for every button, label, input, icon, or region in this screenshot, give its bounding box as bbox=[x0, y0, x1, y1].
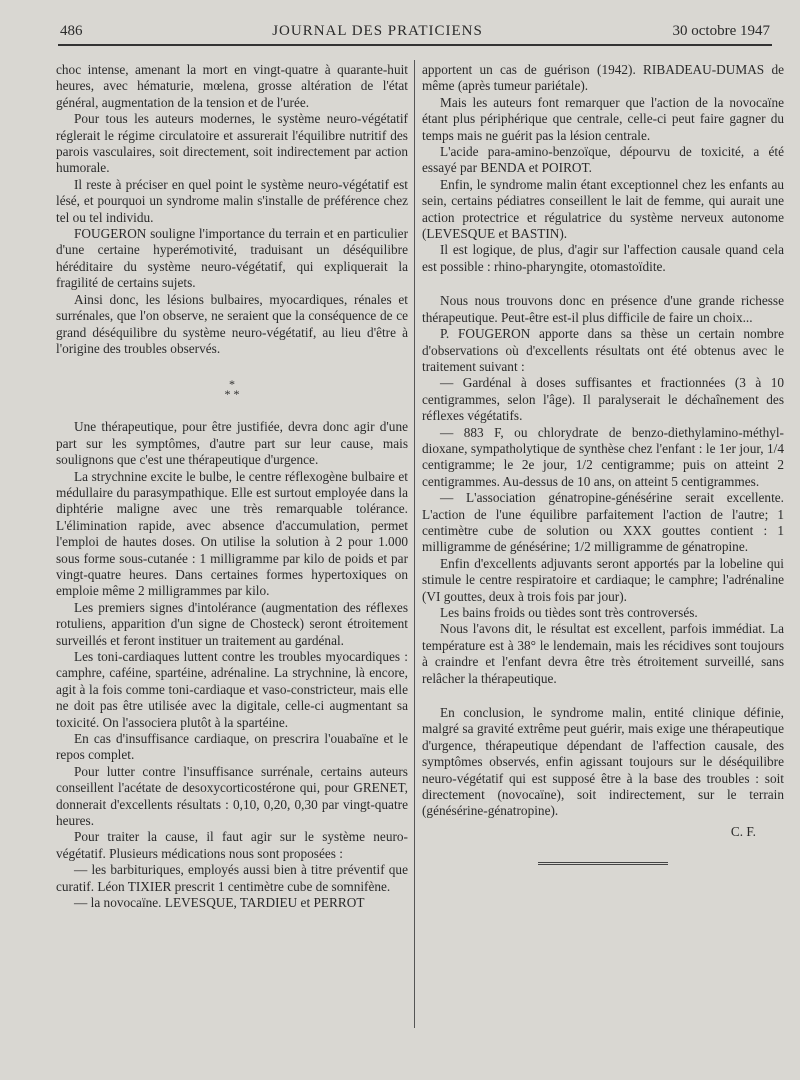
right-column bbox=[422, 62, 784, 865]
paragraph: Enfin, le syndrome malin étant exceptionnel chez les enfants au sein, certains pédiatres conseillent le lait de femme, qui aurait une action protectrice et régulatrice du système nerveux autonome (LEVESQUE et BASTIN). bbox=[422, 176, 784, 242]
paragraph: Pour traiter la cause, il faut agir sur le système neuro-végétatif. Plusieurs médications nous sont proposées : bbox=[56, 829, 408, 861]
paragraph: Il est logique, de plus, d'agir sur l'affection causale quand cela est possible : rhino-pharyngite, otomastoïdite. bbox=[422, 242, 784, 274]
issue-date: 30 octobre 1947 bbox=[672, 22, 770, 39]
paragraph: — les barbituriques, employés aussi bien à titre préventif que curatif. Léon TIXIER prescrit 1 centimètre cube de somnifène. bbox=[56, 862, 408, 894]
paragraph: — la novocaïne. LEVESQUE, TARDIEU et PERROT bbox=[74, 895, 365, 911]
paragraph: — 883 F, ou chlorydrate de benzo-diethylamino-méthyl-dioxane, sympatholytique de synthèse chez l'enfant : le 1er jour, 1/4 centigramme; le 2e jour, 1/2 centigramme; puis on atteint 2 centigrammes. Au-dessus de 10 ans, on atteint 5 centigrammes. bbox=[422, 424, 784, 489]
paragraph: En conclusion, le syndrome malin, entité clinique définie, malgré sa gravité extrême peut guérir, mais exige une thérapeutique d'urgence, thérapeutique dépendant de l'affection causale, des symptômes observés, enfin agissant toujours sur le déséquilibre neuro-végétatif qui est supposé être à la base des troubles : soit directement (novocaïne), soit indirectement, sur le terrain (génésérine-génatropine). bbox=[422, 705, 784, 819]
paragraph: Il reste à préciser en quel point le système neuro-végétatif est lésé, et pourquoi un syndrome malin s'installe de préférence chez tel ou tel individu. bbox=[56, 176, 408, 225]
end-rule bbox=[538, 862, 668, 865]
paragraph: FOUGERON souligne l'importance du terrain et en particulier d'une certaine hyperémotivité, traduisant un déséquilibre héréditaire du système neuro-végétatif, qui expliquerait la fragilité de certains sujets. bbox=[56, 226, 408, 291]
page-number: 486 bbox=[60, 22, 83, 39]
left-column bbox=[56, 62, 408, 912]
journal-title: JOURNAL DES PRATICIENS bbox=[272, 22, 483, 39]
paragraph: En cas d'insuffisance cardiaque, on prescrira l'ouabaïne et le repos complet. bbox=[56, 731, 408, 763]
page-header bbox=[60, 18, 770, 44]
paragraph: Les premiers signes d'intolérance (augmentation des réflexes rotuliens, apparition d'un signe de Chosteck) seront étroitement surveillés et feront instituer un traitement au gardénal. bbox=[56, 599, 408, 648]
author-signature: C. F. bbox=[730, 823, 756, 839]
section-separator: * * * bbox=[224, 377, 240, 402]
paragraph: — Gardénal à doses suffisantes et fractionnées (3 à 10 centigrammes, selon l'âge). Il paralyserait le déchaînement des réflexes végétatifs. bbox=[422, 375, 784, 424]
paragraph: P. FOUGERON apporte dans sa thèse un certain nombre d'observations où d'excellents résultats ont été obtenus avec le traitement suivant : bbox=[422, 326, 784, 374]
paragraph: apportent un cas de guérison (1942). RIBADEAU-DUMAS de même (après tumeur pariétale). bbox=[422, 62, 784, 94]
paragraph: L'acide para-amino-benzoïque, dépourvu de toxicité, a été essayé par BENDA et POIROT. bbox=[422, 144, 784, 176]
paragraph: Mais les auteurs font remarquer que l'action de la novocaïne étant plus périphérique que centrale, celle-ci peut faire gagner du temps mais ne guérit pas la lésion centrale. bbox=[422, 94, 784, 143]
paragraph: Enfin d'excellents adjuvants seront apportés par la lobeline qui stimule le centre respiratoire et cardiaque; le camphre; l'adrénaline (VI gouttes, deux à trois fois par jour). bbox=[422, 555, 784, 604]
paragraph: Les toni-cardiaques luttent contre les troubles myocardiques : camphre, caféine, spartéine, adrénaline. La strychnine, là encore, agit à la fois comme toni-cardiaque et vaso-constricteur, mais elle ne doit pas être utilisée avec la digitale, celle-ci augmentant sa toxicité. On l'associera plutôt à la spartéine. bbox=[56, 649, 408, 730]
paragraph: Une thérapeutique, pour être justifiée, devra donc agir d'une part sur les symptômes, d'autre part sur leur cause, mais soulignons que c'est une thérapeutique d'urgence. bbox=[56, 419, 408, 468]
paragraph: Ainsi donc, les lésions bulbaires, myocardiques, rénales et surrénales, que l'on observe, ne seraient que la conséquence de ce grand déséquilibre du système neuro-végétatif, au lieu d'être à l'origine des troubles observés. bbox=[56, 291, 408, 356]
paragraph: Pour lutter contre l'insuffisance surrénale, certains auteurs conseillent l'acétate de desoxycorticostérone qui, pour GRENET, donnerait d'excellents résultats : 0,10, 0,20, 0,30 par vingt-quatre heures. bbox=[56, 763, 408, 829]
column-divider bbox=[414, 60, 415, 1028]
paragraph: Nous nous trouvons donc en présence d'une grande richesse thérapeutique. Peut-être est-il plus difficile de faire un choix... bbox=[422, 293, 784, 325]
paragraph: Les bains froids ou tièdes sont très controversés. bbox=[440, 605, 698, 620]
paragraph: choc intense, amenant la mort en vingt-quatre à quarante-huit heures, avec hématurie, mœlena, grosse altération de l'état général, augmentation de la tension et de l'urée. bbox=[56, 62, 408, 110]
paragraph: La strychnine excite le bulbe, le centre réflexogène bulbaire et médullaire du parasympathique. Elle est surtout employée dans la diphtérie maligne avec une très remarquable tolérance. L'élimination rapide, avec absence d'accumulation, permet l'emploi de hautes doses. On utilise la solution à 2 pour 1.000 sous forme sous-cutanée : 1 milligramme par kilo de poids et par vingt-quatre heures. Dans certaines formes hypertoxiques on emploie même 2 milligrammes par kilo. bbox=[56, 468, 408, 599]
paragraph: Nous l'avons dit, le résultat est excellent, parfois immédiat. La température est à 38° le lendemain, mais les récidives sont toujours à craindre et l'enfant devra être très étroitement surveillé, sans relâcher la thérapeutique. bbox=[422, 621, 784, 686]
paragraph: — L'association génatropine-génésérine serait excellente. L'action de l'une équilibre parfaitement l'action de l'autre; 1 centimètre cube de solution ou XXX gouttes contient : 1 milligramme de génésérine; 1/2 milligramme de génatropine. bbox=[422, 490, 784, 555]
paragraph: Pour tous les auteurs modernes, le système neuro-végétatif réglerait le régime circulatoire et assurerait l'équilibre nutritif des parois vasculaires, soit directement, soit indirectement par action humorale. bbox=[56, 111, 408, 176]
header-rule bbox=[58, 44, 772, 46]
